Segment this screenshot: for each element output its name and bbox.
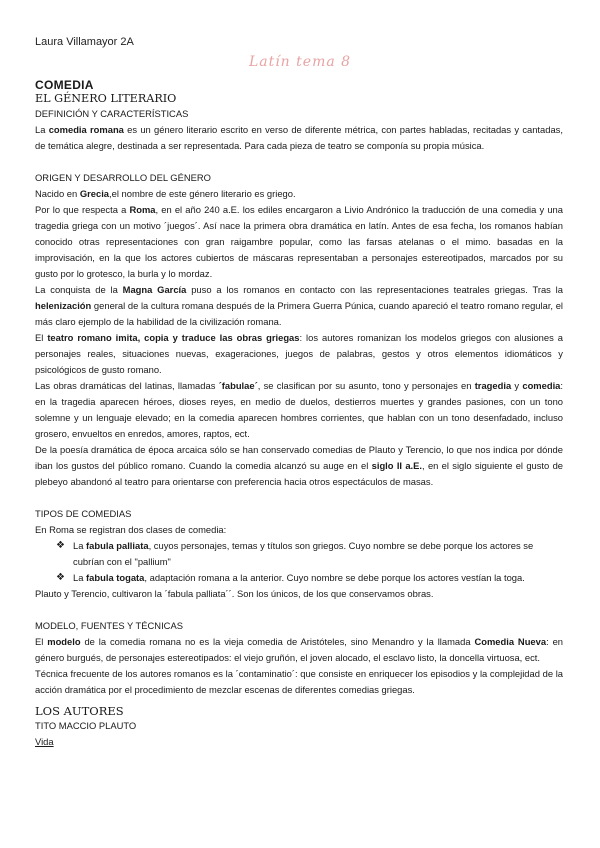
heading-origen: ORIGEN Y DESARROLLO DEL GÉNERO xyxy=(35,172,211,183)
heading-modelo: MODELO, FUENTES Y TÉCNICAS xyxy=(35,620,183,631)
section-heading-autores: LOS AUTORES xyxy=(35,704,124,718)
paragraph-tipos-outro: Plauto y Terencio, cultivaron la ´fabula palliata´´. Son los únicos, de los que conservamos obras. xyxy=(35,588,434,599)
spacer xyxy=(35,490,563,506)
document-body xyxy=(35,78,563,750)
section-heading-comedia: COMEDIA xyxy=(35,78,94,92)
spacer xyxy=(35,602,563,618)
paragraph-modelo-2: Técnica frecuente de los autores romanos es la ´contaminatio´: que consiste en enriquecer los episodios y la complejidad de la acción dramática por el procedimiento de mezclar escenas de diferentes comedias griegas. xyxy=(35,668,563,695)
section-subheading-genero: EL GÉNERO LITERARIO xyxy=(35,92,177,105)
paragraph-origen-1: Nacido en Grecia,el nombre de este género literario es griego. xyxy=(35,188,296,199)
paragraph-definicion: La comedia romana es un género literario escrito en verso de diferente métrica, con partes habladas, recitadas y cantadas, de temática alegre, destinada a ser representada. Para cada pieza de teatro se componía su propia música. xyxy=(35,124,563,151)
paragraph-origen-2: Por lo que respecta a Roma, en el año 240 a.E. los ediles encargaron a Livio Andrónico la traducción de una comedia y una tragedia griega con un motivo ´juegos´. Así nace la primera obra dramática en latín. Antes de esa fecha, los romanos habían conocido otras representaciones con gran raigambre popular, como las farsas atelanas o el mimo. basadas en la improvisación, en la que los actores cubiertos de máscaras representaban a personajes estereotipados, marcados por su gusto por lo grotesco, la burla y lo mordaz. xyxy=(35,204,563,279)
heading-tipos: TIPOS DE COMEDIAS xyxy=(35,508,132,519)
tipos-list xyxy=(35,538,563,586)
paragraph-origen-4: El teatro romano imita, copia y traduce las obras griegas: los autores romanizan los modelos griegos con alusiones a personajes reales, situaciones nuevas, exageraciones, juegos de palabras, gestos y otros elementos idiomáticos y psicológicos de gusto romano. xyxy=(35,332,563,375)
paragraph-origen-3: La conquista de la Magna García puso a los romanos en contacto con las representaciones teatrales griegas. Tras la helenización general de la cultura romana después de la Primera Guerra Púnica, cuando apareció el teatro romano regular, el más claro ejemplo de la habilidad de la civilización romana. xyxy=(35,284,563,327)
paragraph-origen-6: De la poesía dramática de época arcaica sólo se han conservado comedias de Plauto y Terencio, lo que nos indica por dónde iban los gustos del público romano. Cuando la comedia alcanzó su auge en el siglo II a.E., en el siglo siguiente el gusto de plebeyo abandonó al teatro para orientarse con preferencia hacia otros espectáculos de masas. xyxy=(35,444,563,487)
diamond-bullet-icon: ❖ xyxy=(56,572,65,583)
list-item: ❖ La fabula palliata, cuyos personajes, temas y títulos son griegos. Cuyo nombre se debe porque los actores se cubrían con el "pallium" xyxy=(56,540,534,567)
vida-link[interactable]: Vida xyxy=(35,736,54,747)
spacer xyxy=(35,154,563,170)
paragraph-modelo-1: El modelo de la comedia romana no es la vieja comedia de Aristóteles, sino Menandro y la llamada Comedia Nueva: en género burgués, de personajes estereotipados: el viejo gruñón, el joven alocado, el esclavo listo, la doncella virtuosa, ect. xyxy=(35,636,563,663)
diamond-bullet-icon: ❖ xyxy=(56,540,65,551)
document-title: Latín tema 8 xyxy=(248,54,352,70)
heading-definicion: DEFINICIÓN Y CARACTERÍSTICAS xyxy=(35,108,189,119)
paragraph-tipos-intro: En Roma se registran dos clases de comedia: xyxy=(35,524,227,535)
heading-plauto: TITO MACCIO PLAUTO xyxy=(35,720,137,731)
list-item: ❖ La fabula togata, adaptación romana a la anterior. Cuyo nombre se debe porque los actores vestían la toga. xyxy=(35,570,563,586)
author-name: Laura Villamayor 2A xyxy=(35,36,134,48)
paragraph-origen-5: Las obras dramáticas del latinas, llamadas ´fabulae´, se clasifican por su asunto, tono y personajes en tragedia y comedia: en la tragedia aparecen héroes, dioses reyes, en medio de duelos, destierros muertes y grandes pasiones, con un tono solemne y un lenguaje elevado; en la comedia aparecen hombres corrientes, que hablan con un tono desenfadado, incluso grosero, envueltos en enredos, amores, raptos, ect. xyxy=(35,380,564,439)
